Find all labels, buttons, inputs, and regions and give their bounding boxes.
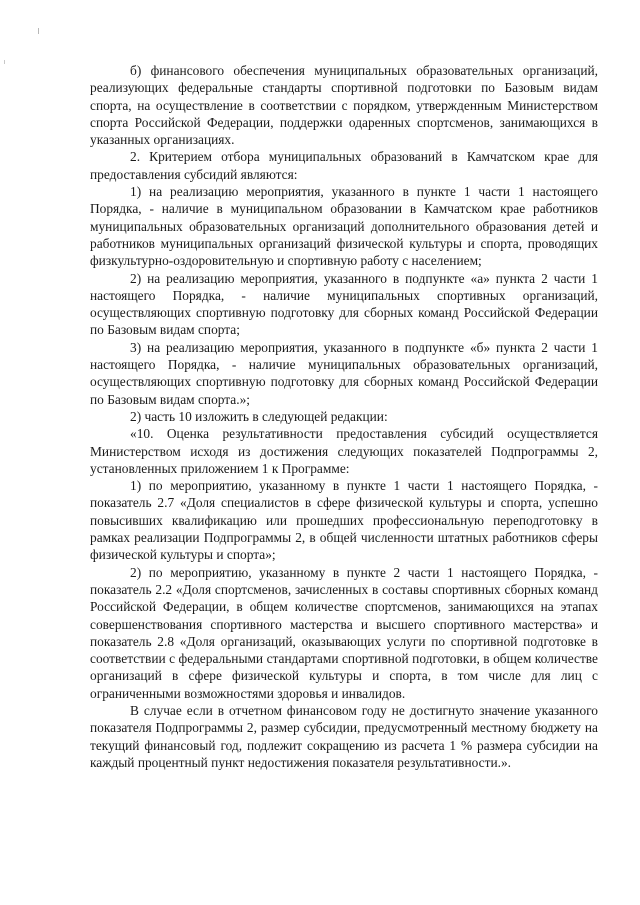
scan-artifact-dot xyxy=(4,60,5,64)
scan-artifact-mark xyxy=(38,28,39,34)
paragraph-subsidy-reduction: В случае если в отчетном финансовом году не достигнуто значение указанного показателя Подпрограммы 2, размер субсидии, предусмотренный местному бюджету на текущий финансовый год, подлежит сокращению из расчета 1 % размера субсидии на каждый процентный пункт недостижения показателя результативности.». xyxy=(90,702,598,770)
paragraph-selection-criterion: 2. Критерием отбора муниципальных образований в Камчатском крае для предоставления субсидий являются: xyxy=(90,149,598,182)
paragraph-part-10-amendment: 2) часть 10 изложить в следующей редакции: xyxy=(130,408,388,424)
paragraph-indicator-2-2-2-8: 2) по мероприятию, указанному в пункте 2 части 1 настоящего Порядка, - показатель 2.2 «Доля спортсменов, зачисленных в составы спортивных сборных команд Российской Федерации, в общем количестве спортсменов, занимающихся на этапах совершенствования спортивного мастерства и высшего спортивного мастерства» и показатель 2.8 «Доля организаций, оказывающих услуги по спортивной подготовке в соответствии с федеральными стандартами спортивной подготовки, в общем количестве организаций в сфере физической культуры и спорта, в том числе для лиц с ограниченными возможностями здоровья и инвалидов. xyxy=(90,564,598,701)
paragraph-item-b-financial-support: б) финансового обеспечения муниципальных образовательных организаций, реализующих федеральные стандарты спортивной подготовки по Базовым видам спорта, на осуществление в соответствии с порядком, утвержденным Министерством спорта Российской Федерации, поддержки одаренных спортсменов, занимающихся в указанных организациях. xyxy=(90,63,598,148)
paragraph-criterion-2: 2) на реализацию мероприятия, указанного в подпункте «а» пункта 2 части 1 настоящего Порядка, - наличие муниципальных спортивных организаций, осуществляющих спортивную подготовку для сборных команд Российской Федерации по Базовым видам спорта; xyxy=(90,270,598,338)
paragraph-criterion-1: 1) на реализацию мероприятия, указанного в пункте 1 части 1 настоящего Порядка, - наличие в муниципальном образовании в Камчатском крае работников муниципальных образовательных организаций дополнительного образования детей и работников муниципальных организаций физической культуры и спорта, проводящих физкультурно-оздоровительную и спортивную работу с населением; xyxy=(90,184,598,269)
document-page xyxy=(90,62,598,771)
paragraph-part-10-evaluation: «10. Оценка результативности предоставления субсидий осуществляется Министерством исходя из достижения следующих показателей Подпрограммы 2, установленных приложением 1 к Программе: xyxy=(90,426,598,476)
paragraph-indicator-2-7: 1) по мероприятию, указанному в пункте 1 части 1 настоящего Порядка, - показатель 2.7 «Доля специалистов в сфере физической культуры и спорта, успешно повысивших квалификацию или прошедших профессиональную переподготовку в рамках реализации Подпрограммы 2, в общей численности штатных работников сферы физической культуры и спорта»; xyxy=(90,478,598,563)
paragraph-criterion-3: 3) на реализацию мероприятия, указанного в подпункте «б» пункта 2 части 1 настоящего Порядка, - наличие муниципальных образовательных организаций, осуществляющих спортивную подготовку для сборных команд Российской Федерации по Базовым видам спорта.»; xyxy=(90,339,598,407)
